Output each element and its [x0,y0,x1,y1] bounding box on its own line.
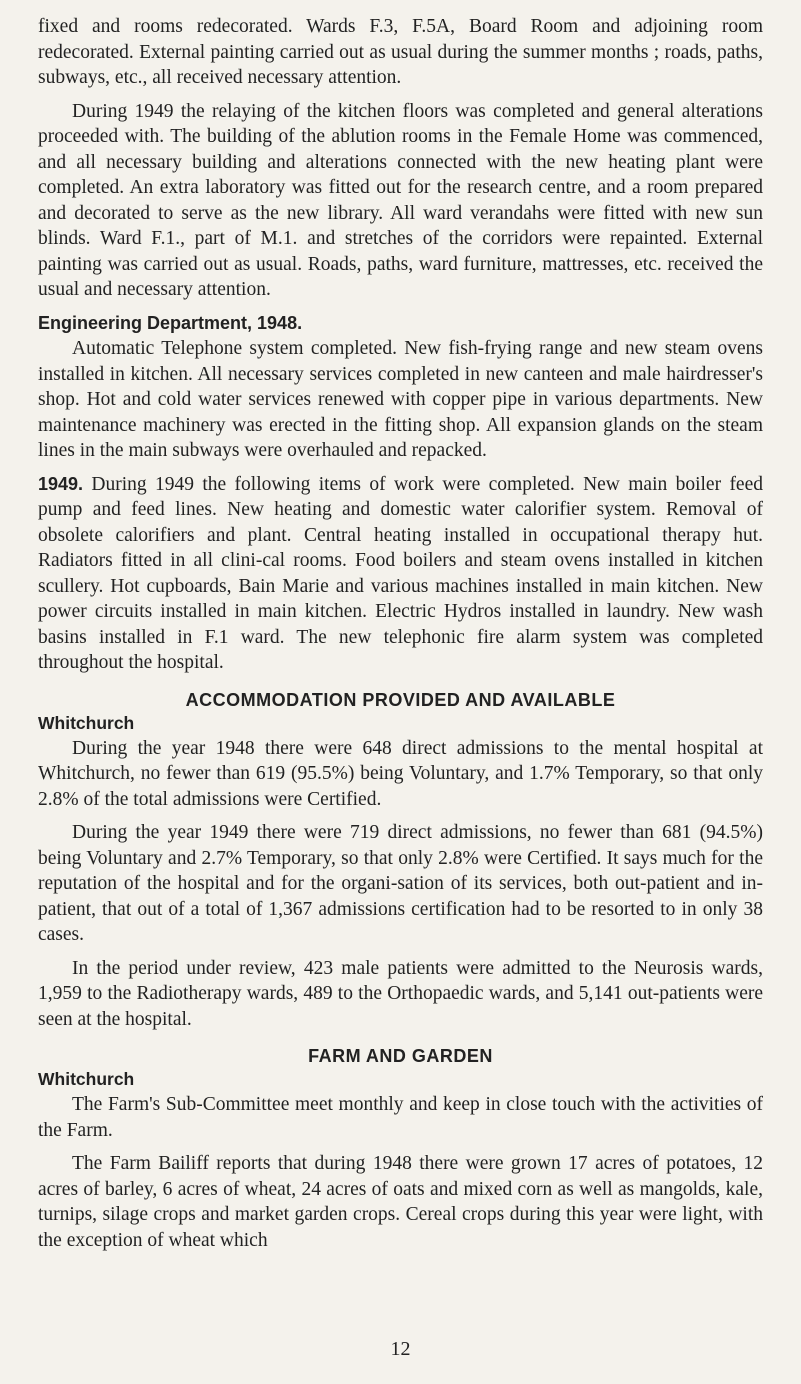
period-review-paragraph: In the period under review, 423 male patients were admitted to the Neurosis wards, 1,959 to the Radiotherapy wards, 489 to the Orthopaedic wards, and 5,141 out-patients were seen at the hospital. [38,957,763,1030]
engineering-heading: Engineering Department, 1948. [38,312,303,333]
admissions-1949-paragraph: During the year 1949 there were 719 direct admissions, no fewer than 681 (94.5%) being Voluntary and 2.7% Temporary, so that only 2.8% were Certified. It says much for the reputation of the hospital and for the organi-sation of its services, both out-patient and in-patient, that out of a total of 1,367 admissions certification had to be resorted to in only 38 cases. [38,822,763,945]
farm-subtitle: Whitchurch [38,1069,135,1089]
paragraph-redecoration: fixed and rooms redecorated. Wards F.3, F.5A, Board Room and adjoining room redecorated. External painting carried out as usual during the summer months ; roads, paths, subways, etc., all received necessary attention. [38,16,763,88]
engineering-1949-paragraph [38,472,763,676]
farm-title: FARM AND GARDEN [308,1046,493,1066]
page-number: 12 [390,1338,411,1360]
engineering-1948-paragraph: Automatic Telephone system completed. New fish-frying range and new steam ovens installed in kitchen. All necessary services completed in new canteen and male hairdresser's shop. Hot and cold water services renewed with copper pipe in various departments. New maintenance machinery was erected in the fitting shop. All expansion glands on the steam lines in the main subways were overhauled and repacked. [38,338,763,461]
engineering-1949-text: During 1949 the following items of work were completed. New main boiler feed pump and feed lines. New heating and domestic water calorifier system. Removal of obsolete calorifiers and plant. Central heating installed in occupational therapy hut. Radiators fitted in all clini-cal rooms. Food boilers and steam ovens installed in kitchen scullery. Hot cupboards, Bain Marie and various machines installed in main kitchen. New power circuits installed in main kitchen. Electric Hydros installed in laundry. New wash basins installed in F.1 ward. The new telephonic fire alarm system was completed throughout the hospital. [38,473,763,673]
engineering-heading-paragraph [38,311,763,337]
accommodation-subtitle: Whitchurch [38,712,135,733]
engineering-1949-label: 1949. [38,473,84,494]
farm-bailiff-paragraph: The Farm Bailiff reports that during 1948 there were grown 17 acres of potatoes, 12 acres of barley, 6 acres of wheat, 24 acres of oats and mixed corn as well as mangolds, kale, turnips, silage crops and market garden crops. Cereal crops during this year were light, with the exception of wheat which [38,1153,763,1251]
accommodation-title: ACCOMMODATION PROVIDED AND AVAILABLE [185,689,616,710]
farm-committee-paragraph: The Farm's Sub-Committee meet monthly and keep in close touch with the activities of the Farm. [38,1094,763,1141]
paragraph-1949-building-works: During 1949 the relaying of the kitchen floors was completed and general alterations proceeded with. The building of the ablution rooms in the Female Home was commenced, and all necessary building and alterations connected with the new heating plant were completed. An extra laboratory was fitted out for the research centre, and a room prepared and decorated to serve as the new library. All ward verandahs were fitted with new sun blinds. Ward F.1., part of M.1. and stretches of the corridors were repainted. External painting was carried out as usual. Roads, paths, ward furniture, mattresses, etc. received the usual and necessary attention. [38,100,763,300]
admissions-1948-paragraph: During the year 1948 there were 648 direct admissions to the mental hospital at Whitchurch, no fewer than 619 (95.5%) being Voluntary, and 1.7% Temporary, so that only 2.8% of the total admissions were Certified. [38,737,763,810]
